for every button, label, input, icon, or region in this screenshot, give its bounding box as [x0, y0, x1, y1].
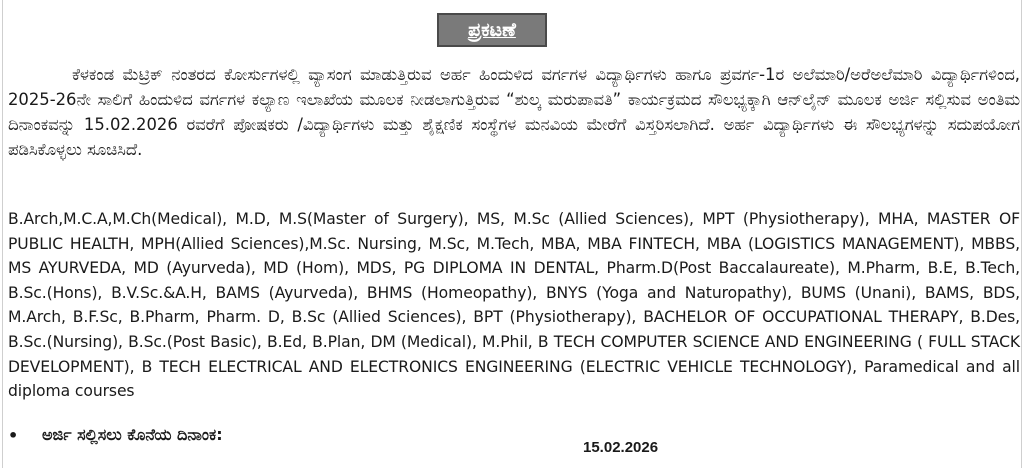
notice-title-box	[437, 13, 547, 47]
right-border-line	[1021, 0, 1022, 468]
left-border-line	[2, 0, 3, 468]
notice-title: ಪ್ರಕಟಣೆ	[468, 19, 516, 41]
deadline-date: 15.02.2026	[583, 439, 659, 456]
eligible-courses-list: B.Arch,M.C.A,M.Ch(Medical), M.D, M.S(Master of Surgery), MS, M.Sc (Allied Sciences), MPT (Physiotherapy), MHA, MASTER OF PUBLIC HEALTH, MPH(Allied Sciences),M.Sc. Nursing, M.Sc, M.Tech, MBA, MBA FINTECH, MBA (LOGISTICS MANAGEMENT), MBBS, MS AYURVEDA, MD (Ayurveda), MD (Hom), MDS, PG DIPLOMA IN DENTAL, Pharm.D(Post Baccalaureate), M.Pharm, B.E, B.Tech, B.Sc.(Hons), B.V.Sc.&A.H, BAMS (Ayurveda), BHMS (Homeopathy), BNYS (Yoga and Naturopathy), BUMS (Unani), BAMS, BDS, M.Arch, B.F.Sc, B.Pharm, Pharm. D, B.Sc (Allied Sciences), BPT (Physiotherapy), BACHELOR OF OCCUPATIONAL THERAPY, B.Des, B.Sc.(Nursing), B.Sc.(Post Basic), B.Ed, B.Plan, DM (Medical), M.Phil, B TECH COMPUTER SCIENCE AND ENGINEERING ( FULL STACK DEVELOPMENT), B TECH ELECTRICAL AND ELECTRONICS ENGINEERING (ELECTRIC VEHICLE TECHNOLOGY), Paramedical and all diploma courses	[8, 210, 1020, 401]
bullet-point: •	[8, 426, 19, 445]
deadline-label: ಅರ್ಜಿ ಸಲ್ಲಿಸಲು ಕೊನೆಯ ದಿನಾಂಕ:	[42, 425, 223, 444]
deadline-row	[0, 425, 1024, 468]
notice-kannada-paragraph: ಕೆಳಕಂಡ ಮೆಟ್ರಿಕ್ ನಂತರದ ಕೋರ್ಸುಗಳಲ್ಲಿ ವ್ಯಾಸಂಗ ಮಾಡುತ್ತಿರುವ ಅರ್ಹ ಹಿಂದುಳಿದ ವರ್ಗಗಳ ವಿದ್ಯಾರ್ಥಿಗಳು ಹಾಗೂ ಪ್ರವರ್ಗ-1ರ ಅಲೆಮಾರಿ/ಅರೆಅಲೆಮಾರಿ ವಿದ್ಯಾರ್ಥಿಗಳಿಂದ, 2025-26ನೇ ಸಾಲಿಗೆ ಹಿಂದುಳಿದ ವರ್ಗಗಳ ಕಲ್ಯಾಣ ಇಲಾಖೆಯ ಮೂಲಕ ನೀಡಲಾಗುತ್ತಿರುವ “ಶುಲ್ಕ ಮರುಪಾವತಿ” ಕಾರ್ಯಕ್ರಮದ ಸೌಲಭ್ಯಕ್ಕಾಗಿ ಆನ್‌ಲೈನ್ ಮೂಲಕ ಅರ್ಜಿ ಸಲ್ಲಿಸುವ ಅಂತಿಮ ದಿನಾಂಕವನ್ನು 15.02.2026 ರವರೆಗೆ ಪೋಷಕರು /ವಿದ್ಯಾರ್ಥಿಗಳು ಮತ್ತು ಶೈಕ್ಷಣಿಕ ಸಂಸ್ಥೆಗಳ ಮನವಿಯ ಮೇರೆಗೆ ವಿಸ್ತರಿಸಲಾಗಿದೆ. ಅರ್ಹ ವಿದ್ಯಾರ್ಥಿಗಳು ಈ ಸೌಲಭ್ಯಗಳನ್ನು ಸದುಪಯೋಗ ಪಡಿಸಿಕೊಳ್ಳಲು ಸೂಚಿಸಿದೆ.	[8, 65, 1020, 159]
